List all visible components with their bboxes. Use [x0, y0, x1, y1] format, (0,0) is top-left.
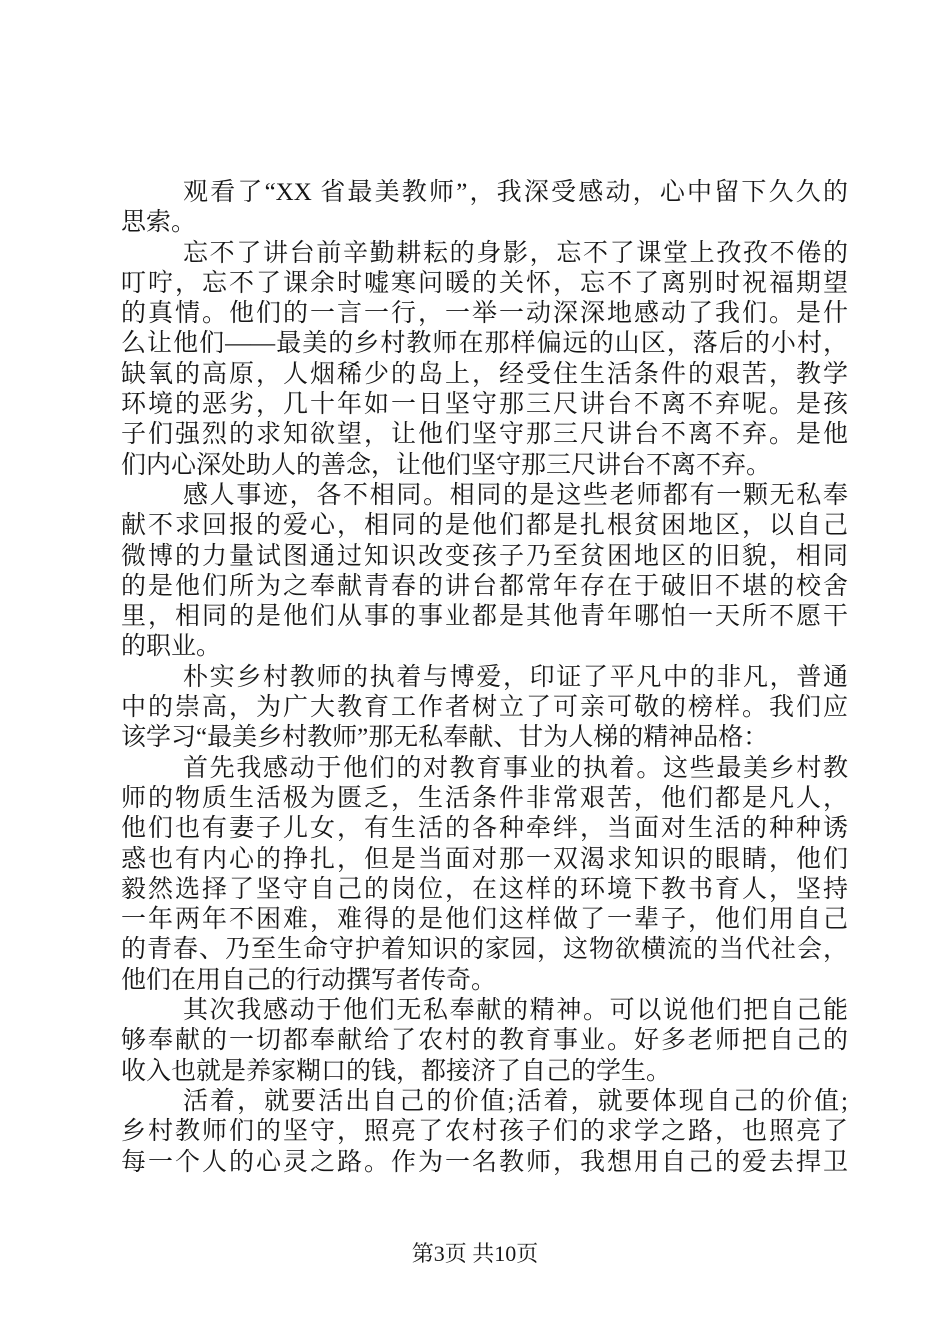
text-line: 缺氧的高原，人烟稀少的岛上，经受住生活条件的艰苦，教学 [121, 360, 848, 388]
text-line: 微博的力量试图通过知识改变孩子乃至贫困地区的旧貌，相同 [121, 542, 848, 570]
text-line: 一年两年不困难，难得的是他们这样做了一辈子，他们用自己 [121, 906, 848, 934]
text-line: 的真情。他们的一言一行，一举一动深深地感动了我们。是什 [121, 300, 848, 328]
text-line: 该学习“最美乡村教师”那无私奉献、甘为人梯的精神品格： [121, 724, 769, 752]
text-line: 够奉献的一切都奉献给了农村的教育事业。好多老师把自己的 [121, 1027, 848, 1055]
text-line: 环境的恶劣，几十年如一日坚守那三尺讲台不离不弃呢。是孩 [121, 391, 848, 419]
text-line: 子们强烈的求知欲望，让他们坚守那三尺讲台不离不弃。是他 [121, 421, 848, 449]
text-line: 里，相同的是他们从事的事业都是其他青年哪怕一天所不愿干 [121, 603, 848, 631]
text-line: 感人事迹，各不相同。相同的是这些老师都有一颗无私奉 [183, 481, 848, 509]
text-line: 收入也就是养家糊口的钱，都接济了自己的学生。 [121, 1057, 672, 1085]
text-line: 其次我感动于他们无私奉献的精神。可以说他们把自己能 [183, 997, 848, 1025]
text-line: 思索。 [121, 209, 197, 237]
text-line: 首先我感动于他们的对教育事业的执着。这些最美乡村教 [183, 754, 848, 782]
text-line: 观看了“XX 省最美教师”，我深受感动，心中留下久久的 [183, 179, 848, 206]
text-line: 叮咛，忘不了课余时嘘寒问暖的关怀，忘不了离别时祝福期望 [121, 269, 848, 297]
text-line: 乡村教师们的坚守，照亮了农村孩子们的求学之路，也照亮了 [121, 1118, 848, 1146]
text-line: 忘不了讲台前辛勤耕耘的身影，忘不了课堂上孜孜不倦的 [183, 239, 848, 267]
document-body-text [121, 178, 848, 1178]
text-line: 的是他们所为之奉献青春的讲台都常年存在于破旧不堪的校舍 [121, 572, 848, 600]
text-line: 献不求回报的爱心，相同的是他们都是扎根贫困地区，以自己 [121, 512, 848, 540]
text-line: 朴实乡村教师的执着与博爱，印证了平凡中的非凡，普通 [183, 663, 848, 691]
page-footer [0, 1237, 950, 1268]
page-number-label: 第3页 共10页 [411, 1241, 539, 1266]
text-line: 毅然选择了坚守自己的岗位，在这样的环境下教书育人，坚持 [121, 875, 848, 903]
text-line: 活着，就要活出自己的价值;活着，就要体现自己的价值; [183, 1087, 848, 1115]
text-line: 他们在用自己的行动撰写者传奇。 [121, 966, 497, 994]
text-line: 的职业。 [121, 633, 222, 661]
text-line: 么让他们——最美的乡村教师在那样偏远的山区，落后的小村， [121, 330, 848, 358]
text-line: 他们也有妻子儿女，有生活的各种牵绊，当面对生活的种种诱 [121, 815, 848, 843]
text-line: 师的物质生活极为匮乏，生活条件非常艰苦，他们都是凡人， [121, 784, 848, 812]
text-line: 惑也有内心的挣扎，但是当面对那一双渴求知识的眼睛，他们 [121, 845, 848, 873]
text-line: 们内心深处助人的善念，让他们坚守那三尺讲台不离不弃。 [121, 451, 772, 479]
text-line: 的青春、乃至生命守护着知识的家园，这物欲横流的当代社会， [121, 936, 848, 964]
text-line: 每一个人的心灵之路。作为一名教师，我想用自己的爱去捍卫 [121, 1148, 848, 1176]
text-line: 中的崇高，为广大教育工作者树立了可亲可敬的榜样。我们应 [121, 694, 848, 722]
